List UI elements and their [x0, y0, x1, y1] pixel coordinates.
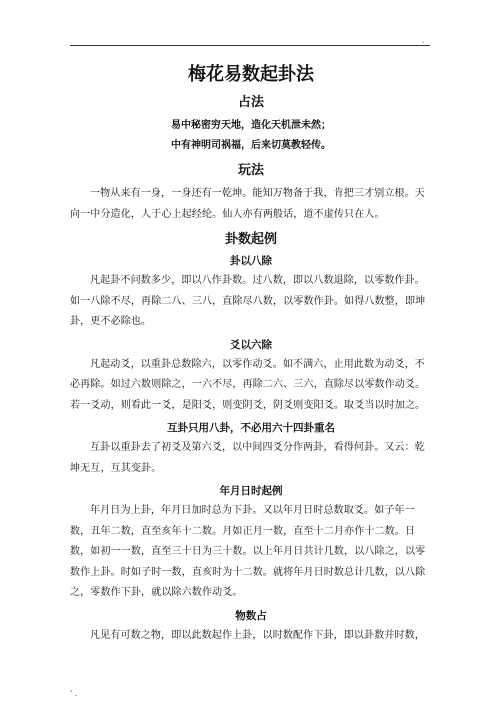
- verse-line-1: 易中秘密穷天地，造化天机泄未然；: [171, 120, 331, 131]
- paragraph-nian-yue: 年月日为上卦，年月日加时总为下卦。又以年月日时总数取爻。如子年一数，丑年二数，直至亥年十二数。月如正月一数，直至十二月亦作十二数。日数，如初一一数，直至三十日为三十数。以上年月日共计几数，以八除之，以零数作上卦。时如子时一数，直亥时为十二数。就将年月日时数总计几数，以八除之，零数作下卦，就以除六数作动爻。: [70, 505, 426, 598]
- subheading-gua-yi-ba: 卦以八除: [230, 255, 272, 267]
- document-body: [70, 58, 432, 646]
- paragraph-hu-gua: 互卦以重卦去了初爻及第六爻，以中间四爻分作两卦，看得何卦。又云：乾坤无互，互其变卦。: [70, 442, 425, 474]
- subheading-nian-yue: 年月日时起例: [219, 485, 283, 497]
- paragraph-wanfa: 一物从来有一身，一身还有一乾坤。能知万物备于我，肯把三才别立根。天向一中分造化，人于心上起经纶。仙人亦有两般话，道不虚传只在人。: [70, 188, 425, 220]
- document-title: 梅花易数起卦法: [188, 64, 314, 85]
- header-mark: .: [422, 36, 425, 45]
- subheading-hu-gua: 互卦只用八卦，不必用六十四卦重名: [167, 422, 335, 434]
- paragraph-yao-yi-liu: 凡起动爻，以重卦总数除六，以零作动爻。如不满六，止用此数为动爻，不必再除。如过六数则除之，一六不尽，再除二六、三六，直除尽以零数作动爻。若一爻动，则看此一爻，是阳爻，则变阴爻，阴爻则变阳爻。取爻当以时加之。: [70, 358, 426, 411]
- paragraph-wu-shu: 凡见有可数之物，即以此数起作上卦，以时数配作下卦，即以卦数并时数，: [90, 629, 425, 641]
- section-heading-qigua: 卦数起例: [224, 232, 277, 247]
- footer-mark: ' .: [70, 689, 78, 698]
- header-rule: [70, 45, 430, 46]
- section-heading-wanfa: 玩法: [237, 163, 264, 178]
- subheading-yao-yi-liu: 爻以六除: [230, 338, 272, 351]
- verse-line-2: 中有神明司祸福，后来切莫教轻传。: [171, 140, 331, 151]
- paragraph-gua-yi-ba: 凡起卦不问数多少，即以八作卦数。过八数，即以八数退除，以零数作卦。如一八除不尽，再除二八、三八，直除尽八数，以零数作卦。如得八数整，即坤卦，更不必除也。: [70, 275, 426, 327]
- subheading-wu-shu: 物数占: [235, 609, 267, 622]
- section-heading-zhanfa: 占法: [237, 95, 264, 110]
